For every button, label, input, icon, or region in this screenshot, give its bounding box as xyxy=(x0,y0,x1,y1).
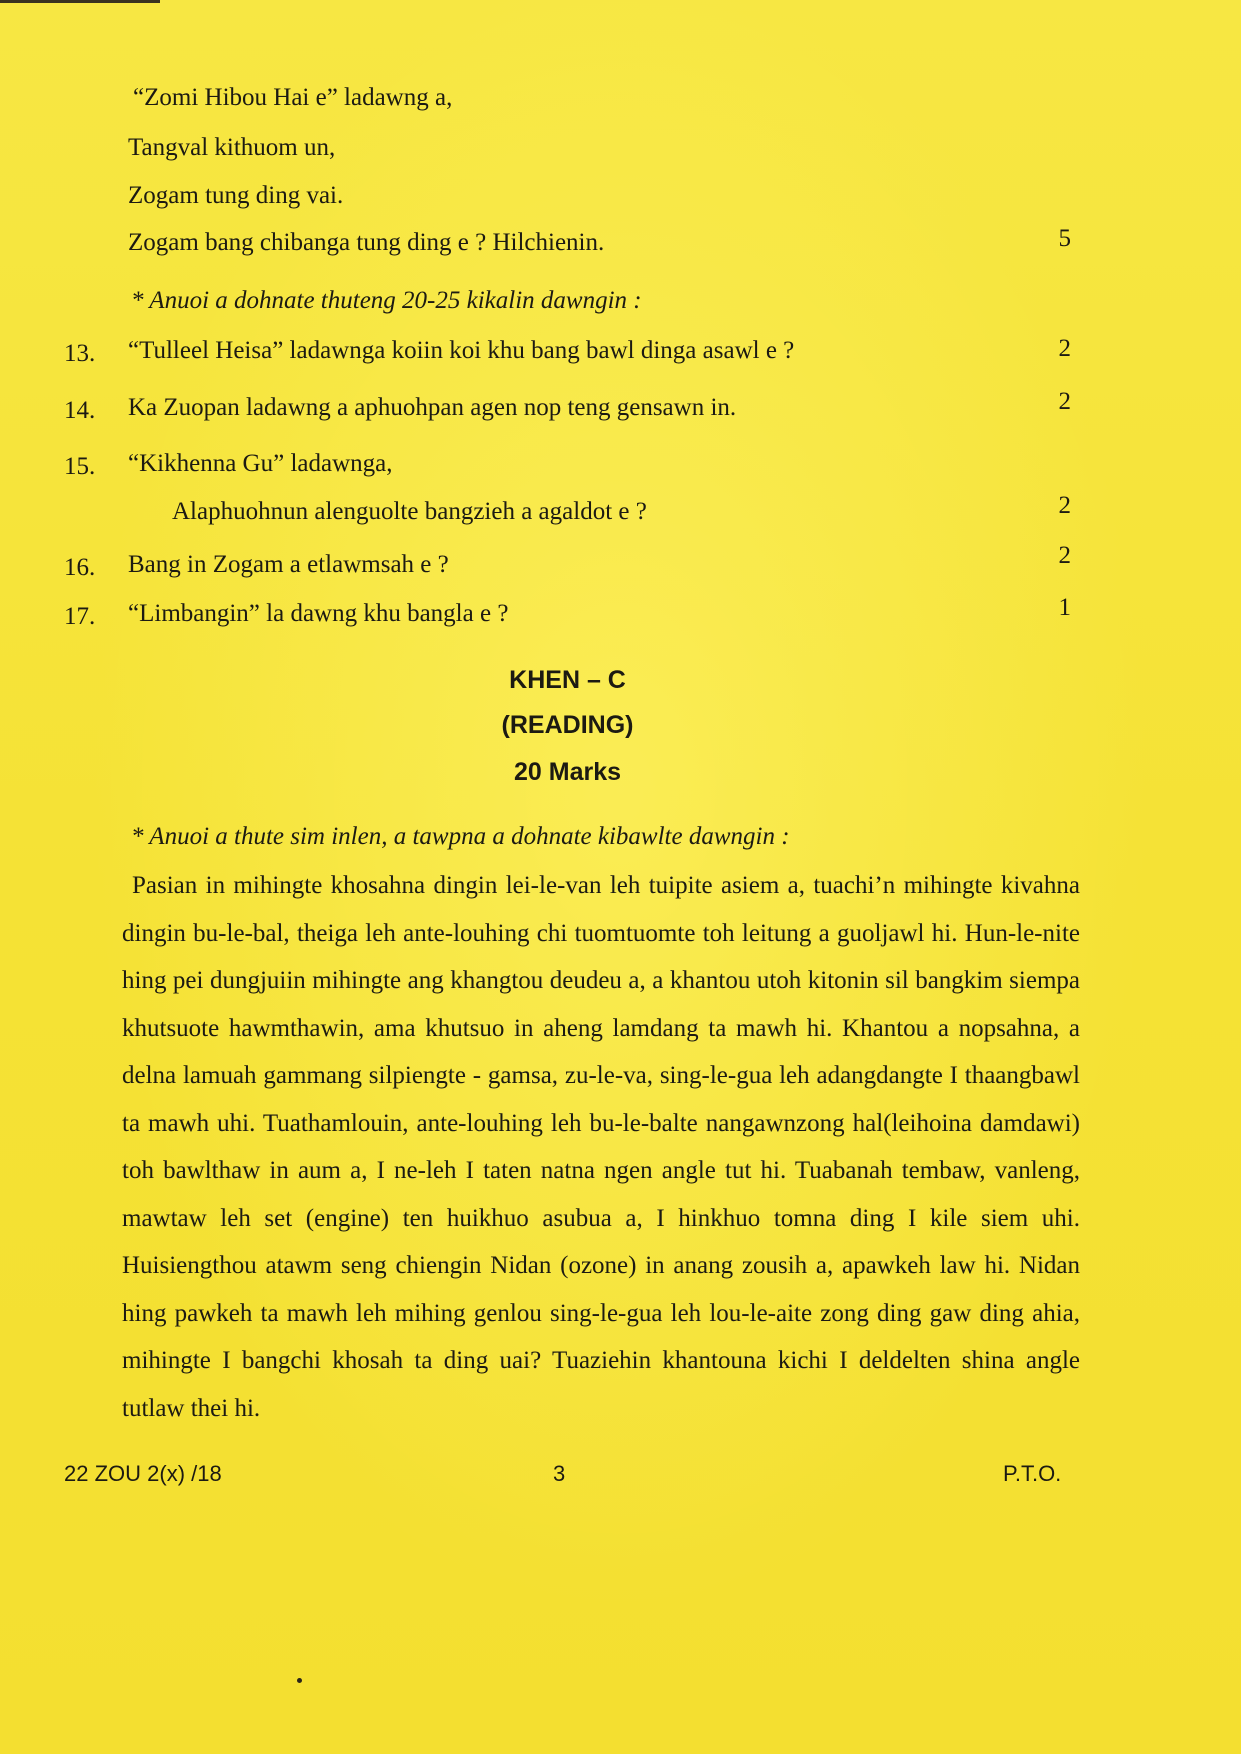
question-mark: 1 xyxy=(1058,594,1071,621)
question-text: Bang in Zogam a etlawmsah e ? xyxy=(128,551,449,578)
instruction-short-answer: * Anuoi a dohnate thuteng 20-25 kikalin dawngin : xyxy=(131,287,642,314)
question-number: 15. xyxy=(64,453,96,480)
question-mark: 2 xyxy=(1058,492,1071,519)
poem-line-4: Zogam bang chibanga tung ding e ? Hilchienin. xyxy=(128,229,605,256)
question-text-continued: Alaphuohnun alenguolte bangzieh a agaldot e ? xyxy=(172,498,647,525)
question-mark: 2 xyxy=(1058,542,1071,569)
page-number: 3 xyxy=(553,1461,566,1486)
scan-edge-line xyxy=(0,0,160,3)
please-turn-over: P.T.O. xyxy=(1003,1461,1062,1486)
question-number: 17. xyxy=(64,603,96,630)
poem-line-2: Tangval kithuom un, xyxy=(128,134,336,161)
question-number: 14. xyxy=(64,397,96,424)
question-text: “Tulleel Heisa” ladawnga koiin koi khu bang bawl dinga asawl e ? xyxy=(128,337,795,364)
poem-mark: 5 xyxy=(1058,225,1071,252)
question-number: 16. xyxy=(64,554,96,581)
question-text: Ka Zuopan ladawng a aphuohpan agen nop teng gensawn in. xyxy=(128,394,737,421)
instruction-reading: * Anuoi a thute sim inlen, a tawpna a dohnate kibawlte dawngin : xyxy=(131,823,790,850)
question-text: “Limbangin” la dawng khu bangla e ? xyxy=(128,600,509,627)
section-subtitle: (READING) xyxy=(501,711,634,739)
poem-line-1: “Zomi Hibou Hai e” ladawng a, xyxy=(133,84,453,111)
reading-passage: Pasian in mihingte khosahna dingin lei-le-van leh tuipite asiem a, tuachi’n mihingte kivahna dingin bu-le-bal, theiga leh ante-louhing chi tuomtuomte toh leitung a guoljawl hi. Hun-le-nite hing pei dungjuiin mihingte ang khangtou deudeu a, a khantou utoh kitonin sil bangkim siempa khutsuote hawmthawin, ama khutsuo in aheng lamdang ta mawh hi. Khantou a nopsahna, a delna lamuah gammang silpiengte - gamsa, zu-le-va, sing-le-gua leh adangdangte I thaangbawl ta mawh uhi. Tuathamlouin, ante-louhing leh bu-le-balte nangawnzong hal(leihoina damdawi) toh bawlthaw in aum a, I ne-leh I taten natna ngen angle tut hi. Tuabanah tembaw, vanleng, mawtaw leh set (engine) ten huikhuo asubua a, I hinkhuo tomna ding I kile siem uhi. Huisiengthou atawm seng chiengin Nidan (ozone) in anang zousih a, apawkeh law hi. Nidan hing pawkeh ta mawh leh mihing genlou sing-le-gua leh lou-le-aite zong ding gaw ding ahia, mihingte I bangchi khosah ta ding uai? Tuaziehin khantouna kichi I deldelten shina angle tutlaw thei hi. xyxy=(122,872,1080,1422)
question-text: “Kikhenna Gu” ladawnga, xyxy=(128,450,393,477)
paper-code: 22 ZOU 2(x) /18 xyxy=(64,1461,222,1486)
poem-line-3: Zogam tung ding vai. xyxy=(128,182,344,209)
question-number: 13. xyxy=(64,340,96,367)
section-title: KHEN – C xyxy=(509,666,626,694)
question-mark: 2 xyxy=(1058,335,1071,362)
scan-speck xyxy=(297,1678,302,1683)
section-marks: 20 Marks xyxy=(513,758,622,786)
question-mark: 2 xyxy=(1058,388,1071,415)
